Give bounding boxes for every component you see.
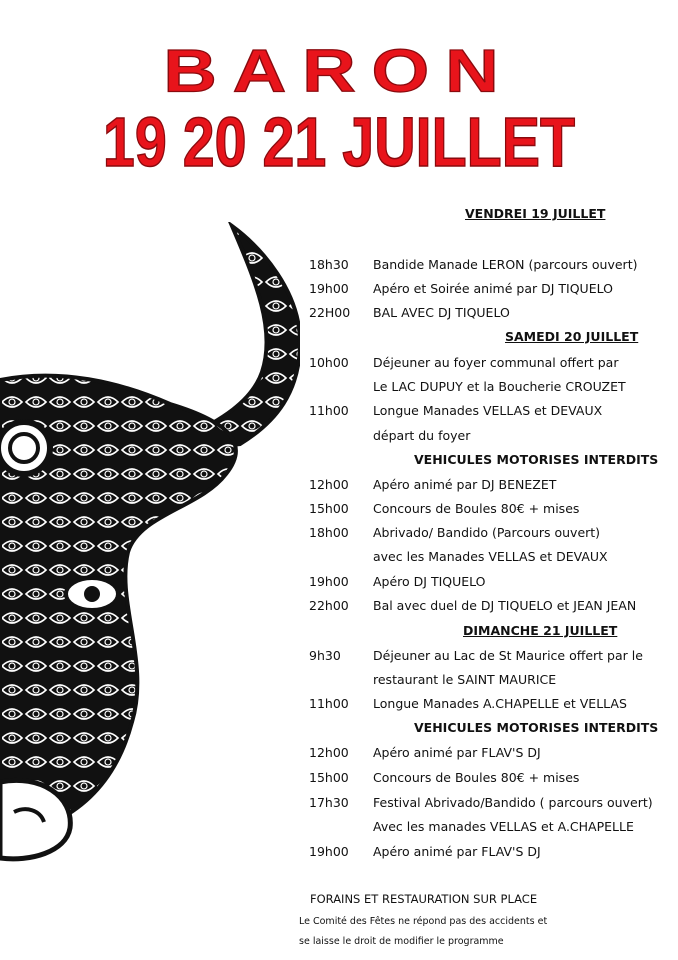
friday-event-1: Bandide Manade LERON (parcours ouvert) — [373, 257, 638, 272]
saturday-time-6: 19h00 — [309, 574, 349, 589]
friday-heading: VENDREI 19 JUILLET — [465, 206, 606, 221]
sunday-event-6: Apéro animé par FLAV'S DJ — [373, 844, 541, 859]
sunday-event-5-cont: Avec les manades VELLAS et A.CHAPELLE — [373, 819, 634, 834]
sunday-event-5: Festival Abrivado/Bandido ( parcours ouvert) — [373, 795, 653, 810]
saturday-event-2-cont: départ du foyer — [373, 428, 471, 443]
friday-time-2: 19h00 — [309, 281, 349, 296]
saturday-time-2: 11h00 — [309, 403, 349, 418]
sunday-time-5: 17h30 — [309, 795, 349, 810]
sunday-event-3: Apéro animé par FLAV'S DJ — [373, 745, 541, 760]
saturday-time-3: 12h00 — [309, 477, 349, 492]
sunday-time-3: 12h00 — [309, 745, 349, 760]
event-title: BARON — [163, 36, 515, 105]
saturday-event-2: Longue Manades VELLAS et DEVAUX — [373, 403, 603, 418]
friday-time-3: 22H00 — [309, 305, 351, 320]
sunday-time-4: 15h00 — [309, 770, 349, 785]
saturday-event-5-cont: avec les Manades VELLAS et DEVAUX — [373, 549, 608, 564]
saturday-heading: SAMEDI 20 JUILLET — [505, 329, 639, 344]
footer-note-1: Le Comité des Fêtes ne répond pas des accidents et — [299, 916, 548, 927]
saturday-event-6: Apéro DJ TIQUELO — [373, 574, 486, 589]
friday-time-1: 18h30 — [309, 257, 349, 272]
sunday-time-6: 19h00 — [309, 844, 349, 859]
saturday-time-1: 10h00 — [309, 355, 349, 370]
saturday-event-7: Bal avec duel de DJ TIQUELO et JEAN JEAN — [373, 598, 637, 613]
saturday-event-1-cont: Le LAC DUPUY et la Boucherie CROUZET — [373, 379, 626, 394]
footer-note-2: se laisse le droit de modifier le programme — [299, 936, 504, 947]
sunday-time-2: 11h00 — [309, 696, 349, 711]
bull-illustration — [0, 222, 300, 862]
sunday-event-1-cont: restaurant le SAINT MAURICE — [373, 672, 557, 687]
sunday-event-1: Déjeuner au Lac de St Maurice offert par le — [373, 648, 643, 663]
saturday-banner: VEHICULES MOTORISES INTERDITS — [414, 452, 659, 467]
saturday-event-4: Concours de Boules 80€ + mises — [373, 501, 580, 516]
sunday-time-1: 9h30 — [309, 648, 341, 663]
saturday-time-7: 22h00 — [309, 598, 349, 613]
friday-event-3: BAL AVEC DJ TIQUELO — [373, 305, 510, 320]
saturday-event-5: Abrivado/ Bandido (Parcours ouvert) — [373, 525, 601, 540]
friday-event-2: Apéro et Soirée animé par DJ TIQUELO — [373, 281, 613, 296]
sunday-event-2: Longue Manades A.CHAPELLE et VELLAS — [373, 696, 627, 711]
event-dates: 19 20 21 JUILLET — [102, 103, 576, 181]
sunday-heading: DIMANCHE 21 JUILLET — [463, 623, 618, 638]
saturday-time-4: 15h00 — [309, 501, 349, 516]
sunday-banner: VEHICULES MOTORISES INTERDITS — [414, 720, 659, 735]
saturday-event-3: Apéro animé par DJ BENEZET — [373, 477, 557, 492]
sunday-event-4: Concours de Boules 80€ + mises — [373, 770, 580, 785]
saturday-time-5: 18h00 — [309, 525, 349, 540]
footer-main: FORAINS ET RESTAURATION SUR PLACE — [310, 892, 538, 906]
saturday-event-1: Déjeuner au foyer communal offert par — [373, 355, 619, 370]
